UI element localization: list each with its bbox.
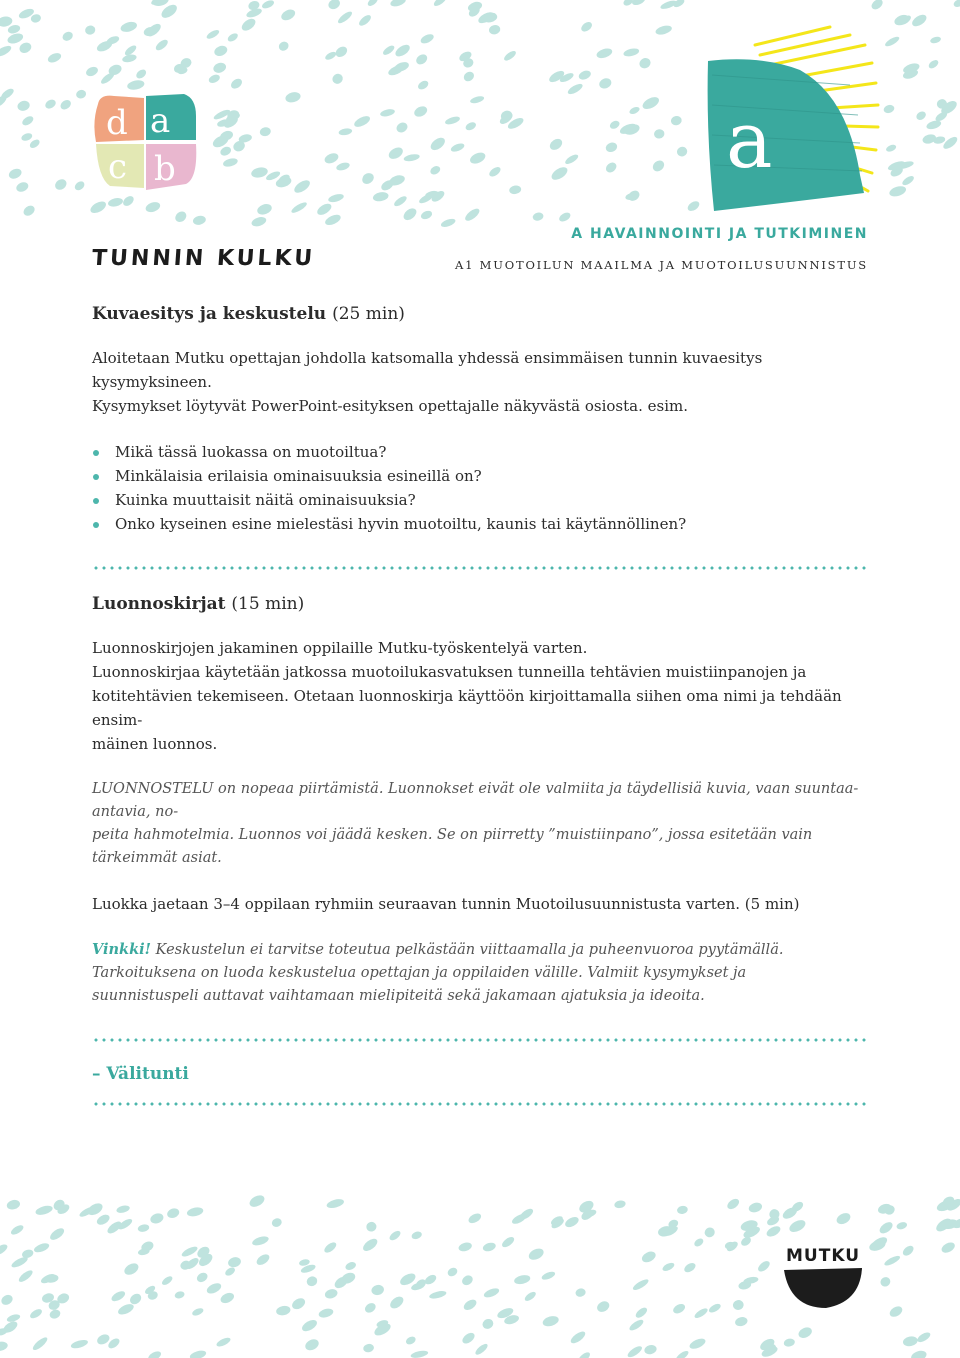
background-dash xyxy=(205,28,220,40)
background-dash xyxy=(192,215,207,226)
background-dash xyxy=(59,98,73,111)
background-dash xyxy=(468,150,487,165)
background-dash xyxy=(290,200,308,214)
background-dash xyxy=(640,1249,657,1264)
background-dash xyxy=(395,121,410,135)
background-dash xyxy=(693,1237,705,1248)
background-dash xyxy=(458,1241,473,1253)
background-dash xyxy=(323,1240,338,1254)
question-item: Minkälaisia erilaisia ominaisuuksia esineillä on? xyxy=(92,464,872,488)
background-dash xyxy=(576,1350,591,1358)
background-dash xyxy=(0,1341,8,1353)
background-dash xyxy=(626,1344,644,1358)
section-heading-sketchbooks xyxy=(92,594,872,614)
sketching-note-line-1: LUONNOSTELU on nopeaa piirtämistä. Luonnokset eivät ole valmiita ja täydellisiä kuvia, vaan suuntaa-antavia, no- xyxy=(92,781,859,820)
background-dash xyxy=(901,174,916,187)
background-dash xyxy=(631,0,647,7)
sketching-note-line-2: peita hahmotelmia. Luonnos voi jäädä kesken. Se on piirretty ”muistiinpano”, jossa esitetään vain tärkeimmät asiat. xyxy=(92,827,813,866)
background-dash xyxy=(686,199,701,213)
sketchbook-line-1: Luonnoskirjojen jakaminen oppilaille Mutku-työskentelyä varten. xyxy=(92,639,588,657)
background-dash xyxy=(393,42,411,58)
background-dash xyxy=(941,135,959,151)
dacb-logo xyxy=(92,92,200,192)
background-dash xyxy=(595,1299,611,1314)
background-dash xyxy=(305,1275,318,1288)
background-dash xyxy=(250,166,268,179)
background-dash xyxy=(883,1254,901,1267)
logo-letter-a: a xyxy=(150,101,171,141)
background-dash xyxy=(227,1256,242,1269)
background-dash xyxy=(117,1302,136,1317)
tip-label: Vinkki! xyxy=(92,941,152,958)
background-dash xyxy=(765,1224,782,1239)
background-dash xyxy=(414,52,429,66)
background-dash xyxy=(330,72,344,86)
background-dash xyxy=(469,95,484,105)
background-dash xyxy=(605,141,619,153)
background-dash xyxy=(0,1242,9,1257)
page-title: TUNNIN KULKU xyxy=(91,246,316,271)
background-dash xyxy=(927,58,940,70)
background-dash xyxy=(6,32,24,46)
background-dash xyxy=(0,44,13,59)
background-dash xyxy=(429,164,442,176)
section-tag: A HAVAINNOINTI JA TUTKIMINEN xyxy=(571,226,868,242)
background-dash xyxy=(676,145,689,158)
background-dash xyxy=(44,98,58,111)
background-dash xyxy=(566,82,584,96)
background-dash xyxy=(631,1277,649,1291)
background-dash xyxy=(189,1349,207,1358)
background-dash xyxy=(462,1297,478,1312)
background-dash xyxy=(393,194,409,208)
break-label: – Välitunti xyxy=(92,1064,189,1084)
background-dash xyxy=(527,1246,545,1262)
background-dash xyxy=(303,1337,320,1352)
background-dash xyxy=(219,145,233,157)
background-dash xyxy=(444,115,461,126)
background-dash xyxy=(670,115,682,126)
background-dash xyxy=(119,20,138,33)
background-dash xyxy=(226,32,239,44)
background-dash xyxy=(370,1284,384,1296)
background-dash xyxy=(284,91,301,104)
background-dash xyxy=(229,77,244,91)
background-dash xyxy=(365,1221,377,1233)
background-dash xyxy=(835,1211,852,1226)
sketchbook-line-3: kotitehtävien tekemiseen. Otetaan luonnoskirja käyttöön kirjoittamalla siihen oma nimi ja tehdään ensim- xyxy=(92,687,842,729)
background-dash xyxy=(173,209,188,224)
background-dash xyxy=(95,1213,111,1227)
background-dash xyxy=(450,142,466,153)
background-dash xyxy=(921,133,937,145)
background-dash xyxy=(558,211,572,224)
background-dash xyxy=(20,132,33,142)
background-dash xyxy=(84,24,96,35)
background-dash xyxy=(463,206,481,223)
background-dash xyxy=(464,121,477,132)
background-dash xyxy=(147,1349,163,1358)
background-dash xyxy=(893,13,910,27)
background-dash xyxy=(643,1344,657,1356)
background-dash xyxy=(420,209,434,221)
background-dash xyxy=(256,202,273,216)
background-dash xyxy=(896,1221,908,1231)
logo-letter-c: c xyxy=(108,147,128,187)
background-dash xyxy=(48,1308,61,1320)
background-dash xyxy=(70,1338,89,1350)
background-dash xyxy=(121,194,135,208)
background-dash xyxy=(575,1287,587,1298)
background-dash xyxy=(213,44,229,58)
background-dash xyxy=(6,1199,21,1211)
background-dash xyxy=(372,191,389,203)
background-dash xyxy=(389,0,407,8)
background-dash xyxy=(532,211,544,221)
background-dash xyxy=(161,1275,174,1287)
background-dash xyxy=(608,119,620,130)
background-dash xyxy=(255,1252,271,1267)
background-dash xyxy=(569,1329,587,1345)
background-dash xyxy=(0,15,13,27)
background-dash xyxy=(318,1307,335,1319)
background-dash xyxy=(638,56,653,70)
background-dash xyxy=(292,178,312,195)
background-dash xyxy=(460,1273,474,1287)
heading-time: (15 min) xyxy=(231,594,305,614)
background-dash xyxy=(135,68,148,81)
background-dash xyxy=(251,1235,270,1248)
background-dash xyxy=(916,1331,932,1345)
background-dash xyxy=(362,1343,374,1353)
background-dash xyxy=(419,32,435,45)
background-dash xyxy=(149,1212,165,1225)
background-dash xyxy=(180,1245,198,1259)
background-dash xyxy=(388,1229,402,1242)
background-dash xyxy=(35,1204,54,1217)
background-dash xyxy=(324,50,338,61)
background-dash xyxy=(53,177,68,192)
background-dash xyxy=(46,51,62,64)
background-dash xyxy=(261,0,275,10)
background-dash xyxy=(205,1281,223,1295)
background-dash xyxy=(870,0,885,11)
background-dash xyxy=(579,20,593,33)
background-dash xyxy=(676,1205,688,1215)
background-dash xyxy=(410,1349,429,1358)
background-dash xyxy=(250,215,267,228)
background-dash xyxy=(542,1314,560,1328)
background-dash xyxy=(10,1255,29,1269)
background-dash xyxy=(122,1261,140,1277)
logo-letter-d: d xyxy=(106,103,128,143)
background-dash xyxy=(31,1335,49,1352)
background-dash xyxy=(756,1259,771,1273)
background-dash xyxy=(428,1290,447,1300)
background-dash xyxy=(89,199,108,215)
background-dash xyxy=(661,1261,675,1273)
question-item: Onko kyseinen esine mielestäsi hyvin muotoiltu, kaunis tai käytännöllinen? xyxy=(92,512,872,536)
background-dash xyxy=(16,99,31,112)
background-dash xyxy=(703,1226,716,1239)
background-dash xyxy=(732,1299,745,1311)
background-dash xyxy=(166,1207,181,1220)
background-dash xyxy=(137,1223,150,1232)
background-dash xyxy=(212,61,227,74)
background-dash xyxy=(885,143,897,153)
background-dash xyxy=(940,1240,957,1254)
background-dash xyxy=(910,1349,928,1358)
background-dash xyxy=(748,1201,764,1214)
background-dash xyxy=(428,135,447,152)
background-dash xyxy=(405,1335,417,1346)
background-dash xyxy=(33,1241,51,1254)
background-dash xyxy=(672,1302,687,1315)
background-dash xyxy=(653,128,665,139)
background-dash xyxy=(17,1268,34,1284)
background-dash xyxy=(116,1204,131,1214)
background-dash xyxy=(7,167,23,181)
background-dash xyxy=(290,1296,307,1311)
background-dash xyxy=(440,217,457,228)
background-dash xyxy=(382,44,396,57)
background-dash xyxy=(481,1317,495,1330)
question-item: Kuinka muuttaisit näitä ominaisuuksia? xyxy=(92,488,872,512)
background-dash xyxy=(110,1289,127,1303)
background-dash xyxy=(416,79,429,91)
background-dash xyxy=(675,1349,690,1358)
background-dash xyxy=(797,1325,814,1340)
background-dash xyxy=(432,0,448,8)
background-dash xyxy=(15,181,30,194)
background-dash xyxy=(327,193,344,204)
background-dash xyxy=(413,104,429,118)
heading-text: Kuvaesitys ja keskustelu xyxy=(92,304,327,324)
background-dash xyxy=(61,30,75,43)
background-dash xyxy=(28,138,41,150)
background-dash xyxy=(215,1336,231,1348)
background-dash xyxy=(248,1193,267,1209)
background-dash xyxy=(300,1318,319,1334)
question-list xyxy=(92,440,872,536)
background-dash xyxy=(541,1270,557,1281)
background-dash xyxy=(910,12,928,28)
background-dash xyxy=(22,203,37,217)
background-dash xyxy=(9,1223,24,1236)
background-dash xyxy=(688,1336,707,1350)
lesson-content xyxy=(92,304,872,1106)
background-dash xyxy=(725,1197,740,1211)
background-dash xyxy=(598,77,613,91)
background-dash xyxy=(144,200,161,214)
section-a-badge xyxy=(700,25,880,220)
sketchbook-line-4: mäinen luonnos. xyxy=(92,735,218,753)
background-dash xyxy=(467,1212,483,1226)
background-dash xyxy=(207,73,221,85)
background-dash xyxy=(326,1198,345,1210)
mutku-brand-text: MUTKU xyxy=(786,1246,860,1266)
background-dash xyxy=(604,160,618,174)
background-dash xyxy=(623,47,640,58)
badge-letter-a: a xyxy=(726,96,773,186)
background-dash xyxy=(641,95,661,112)
background-dash xyxy=(483,1287,501,1300)
background-dash xyxy=(446,1266,459,1278)
background-dash xyxy=(614,1200,627,1209)
background-dash xyxy=(503,49,518,62)
background-dash xyxy=(324,213,343,227)
background-dash xyxy=(151,0,170,8)
background-dash xyxy=(901,1244,915,1258)
background-dash xyxy=(219,1291,236,1305)
background-dash xyxy=(353,114,372,129)
background-dash xyxy=(628,105,640,115)
background-dash xyxy=(99,71,115,86)
tip-text: Keskustelun ei tarvitse toteutua pelkästään viittaamalla ja puheenvuoroa pyytämällä. xyxy=(151,942,784,958)
background-dash xyxy=(488,165,503,178)
background-dash xyxy=(154,38,170,53)
background-dash xyxy=(577,69,592,81)
background-dash xyxy=(279,7,296,22)
background-dash xyxy=(474,1342,489,1356)
background-dash xyxy=(888,184,907,198)
background-dash xyxy=(259,126,271,137)
background-dash xyxy=(323,151,340,165)
background-dash xyxy=(482,1241,497,1253)
background-dash xyxy=(915,110,928,122)
background-dash xyxy=(595,47,613,60)
background-dash xyxy=(186,1206,204,1218)
background-dash xyxy=(222,157,238,168)
background-dash xyxy=(411,1230,423,1240)
background-dash xyxy=(48,1226,66,1242)
background-dash xyxy=(548,137,564,153)
background-dash xyxy=(655,24,673,36)
background-dash xyxy=(929,36,941,45)
background-dash xyxy=(734,1316,748,1328)
background-dash xyxy=(271,1217,283,1229)
background-dash xyxy=(366,0,379,8)
sketchbook-line-2: Luonnoskirjaa käytetään jatkossa muotoilukasvatuksen tunneilla tehtävien muistiinpanojen ja xyxy=(92,663,807,681)
background-dash xyxy=(29,1307,44,1320)
background-dash xyxy=(883,104,896,115)
background-dash xyxy=(634,1306,649,1320)
background-dash xyxy=(174,1290,185,1299)
background-dash xyxy=(335,161,350,172)
question-item: Mikä tässä luokassa on muotoiltua? xyxy=(92,440,872,464)
heading-time: (25 min) xyxy=(332,304,405,324)
background-dash xyxy=(334,44,349,59)
background-dash xyxy=(363,1301,377,1314)
background-dash xyxy=(388,1294,406,1311)
background-dash xyxy=(462,70,476,83)
background-dash xyxy=(683,1261,698,1274)
background-dash xyxy=(275,1305,291,1317)
background-dash xyxy=(401,206,418,222)
background-dash xyxy=(563,1215,580,1229)
background-dash xyxy=(21,114,35,127)
background-dash xyxy=(693,1307,709,1320)
background-dash xyxy=(787,1218,807,1235)
logo-letter-b: b xyxy=(154,149,176,189)
background-dash xyxy=(357,13,372,27)
group-instruction: Luokka jaetaan 3–4 oppilaan ryhmiin seuraavan tunnin Muotoilusuunnistusta varten. (5 min) xyxy=(92,895,800,913)
background-dash xyxy=(884,35,901,48)
background-dash xyxy=(327,0,342,11)
background-dash xyxy=(953,0,960,8)
background-dash xyxy=(888,1304,904,1319)
background-dash xyxy=(240,16,258,33)
background-dash xyxy=(878,1220,895,1236)
background-dash xyxy=(338,127,353,136)
background-dash xyxy=(509,185,522,195)
background-dash xyxy=(564,153,580,166)
intro-line-2: Kysymykset löytyvät PowerPoint-esityksen opettajalle näkyvästä osiosta. esim. xyxy=(92,397,688,415)
background-dash xyxy=(651,158,667,173)
section-heading-slideshow xyxy=(92,304,872,324)
background-dash xyxy=(73,180,86,192)
tip-line-1 xyxy=(92,938,872,962)
background-dash xyxy=(336,10,353,26)
background-dash xyxy=(195,1271,209,1284)
background-dash xyxy=(324,1288,339,1300)
background-dash xyxy=(107,197,124,208)
background-dash xyxy=(403,153,420,162)
background-dash xyxy=(523,1290,537,1303)
tip-line-2: Tarkoituksena on luoda keskustelua opettajan ja oppilaiden välille. Valmiit kysymykset ja xyxy=(92,965,747,981)
tip-line-3: suunnistuspeli auttavat vaihtamaan mielipiteitä sekä jakamaan ajatuksia ja ideoita. xyxy=(92,988,705,1004)
background-dash xyxy=(277,40,290,53)
background-dash xyxy=(902,1335,918,1347)
background-dash xyxy=(344,1260,357,1271)
background-dash xyxy=(191,1307,204,1317)
background-dash xyxy=(513,1274,531,1286)
background-dash xyxy=(708,1302,723,1314)
background-dash xyxy=(85,65,100,78)
background-dash xyxy=(18,41,33,55)
background-dash xyxy=(879,1275,892,1288)
background-dash xyxy=(783,1338,796,1348)
background-dash xyxy=(361,1236,380,1253)
background-dash xyxy=(549,165,569,183)
background-dash xyxy=(126,79,145,91)
heading-text: Luonnoskirjat xyxy=(92,594,226,614)
section-subtitle: A1 MUOTOILUN MAAILMA JA MUOTOILUSUUNNISTUS xyxy=(455,258,868,272)
background-dash xyxy=(500,1235,516,1249)
background-dash xyxy=(121,53,137,63)
background-dash xyxy=(224,1266,237,1278)
background-dash xyxy=(387,145,405,161)
background-dash xyxy=(75,89,87,100)
background-dash xyxy=(460,1331,476,1346)
background-dash xyxy=(628,1318,645,1333)
background-dash xyxy=(0,1293,14,1307)
intro-line-1: Aloitetaan Mutku opettajan johdolla katsomalla yhdessä ensimmäisen tunnin kuvaesitys kysymyksineen. xyxy=(92,349,763,391)
background-dash xyxy=(379,108,395,118)
dotted-divider xyxy=(92,1102,870,1106)
background-dash xyxy=(488,24,501,35)
background-dash xyxy=(315,201,333,217)
